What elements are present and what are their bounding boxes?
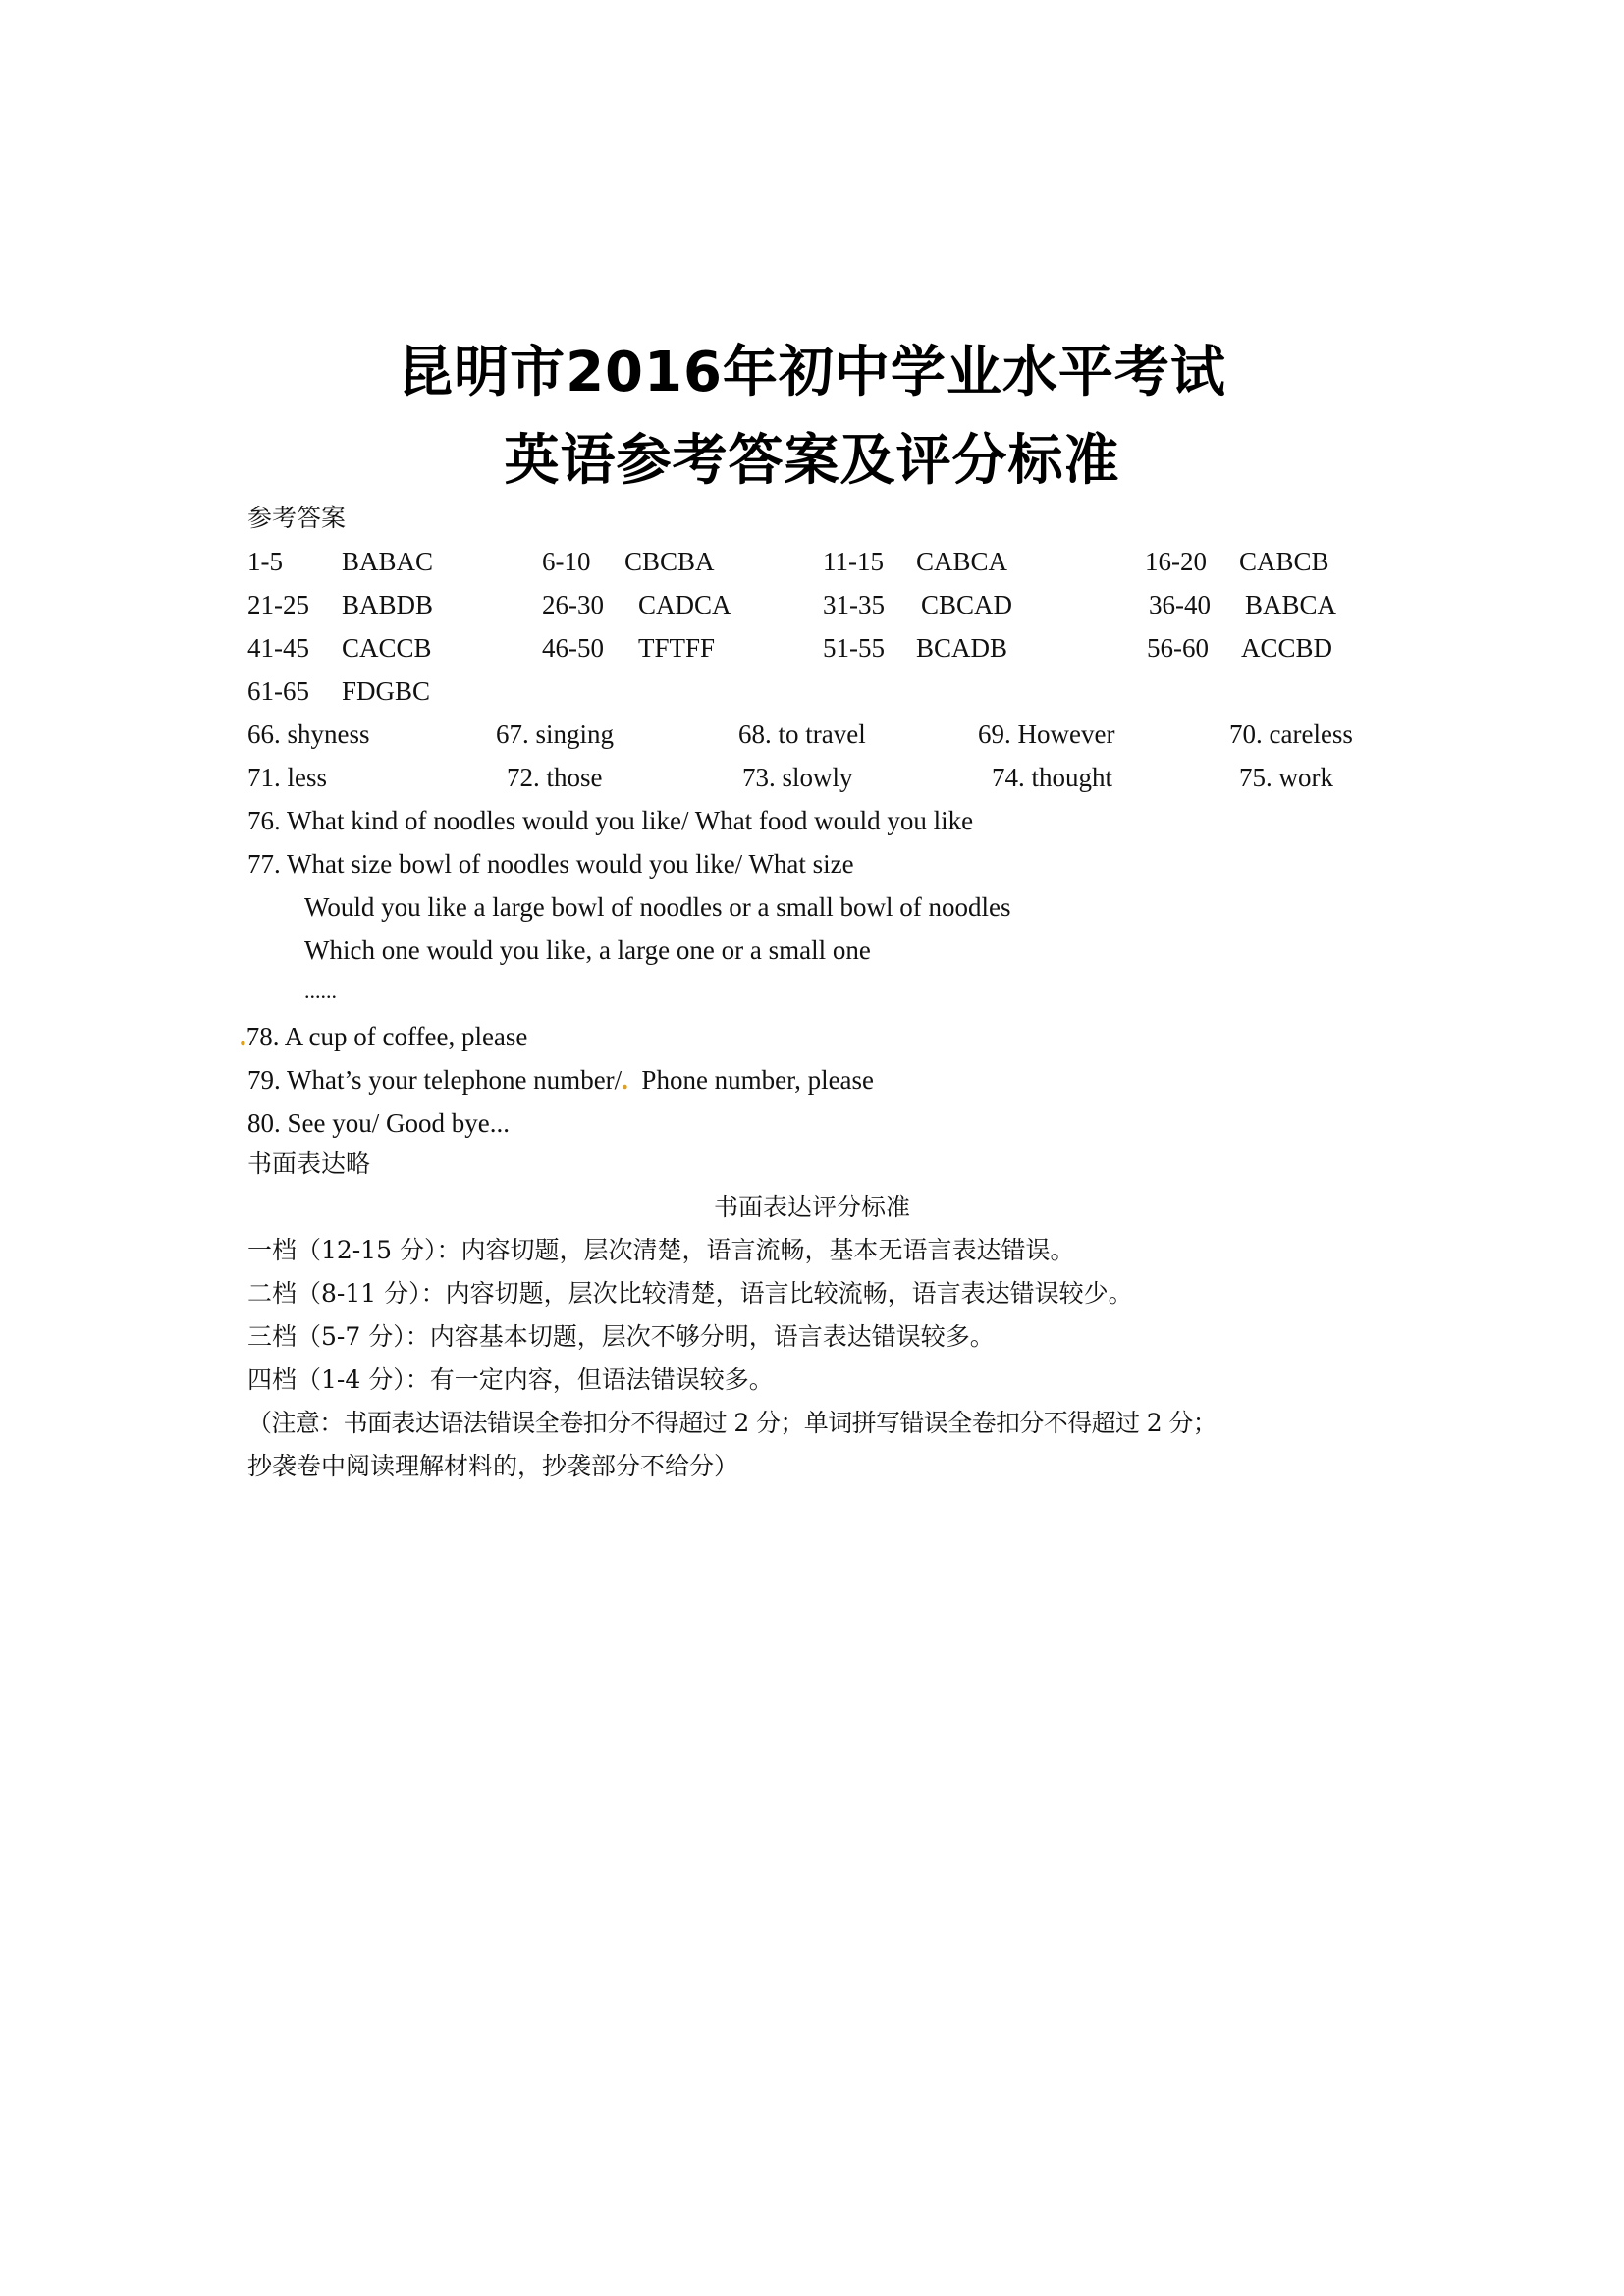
- question-range: 6-10: [542, 547, 591, 576]
- answer-77-ellipsis: ......: [304, 979, 337, 1003]
- grade-4-criteria: 四档（1-4 分）：有一定内容，但语法错误较多。: [247, 1365, 774, 1394]
- answer-79-text: 79. What’s your telephone number/: [247, 1065, 623, 1095]
- answer-77-alternative: Which one would you like, a large one or a small one: [304, 935, 871, 965]
- choice-row: [0, 675, 1624, 707]
- choice-row: [0, 546, 1624, 577]
- question-range: 51-55: [823, 633, 885, 663]
- word-answer: 70. careless: [1229, 720, 1353, 749]
- question-range: 41-45: [247, 633, 309, 663]
- question-range: 11-15: [823, 547, 884, 576]
- answer-letters: CBCBA: [624, 547, 715, 576]
- answer-letters: BABCA: [1245, 590, 1337, 619]
- highlight-mark: .: [622, 1065, 628, 1095]
- answer-78: [240, 1021, 527, 1052]
- document-title-line1: 昆明市2016年初中学业水平考试: [398, 341, 1226, 404]
- question-range: 31-35: [823, 590, 885, 619]
- writing-omitted-note: 书面表达略: [247, 1149, 371, 1178]
- answer-letters: BABDB: [342, 590, 434, 619]
- question-range: 46-50: [542, 633, 604, 663]
- word-answer: 72. those: [507, 763, 603, 792]
- word-answer: 71. less: [247, 763, 327, 792]
- answer-letters: BABAC: [342, 547, 434, 576]
- grade-3-criteria: 三档（5-7 分）：内容基本切题，层次不够分明，语言表达错误较多。: [247, 1322, 995, 1351]
- word-answer: 66. shyness: [247, 720, 370, 749]
- highlight-mark: .: [240, 1022, 246, 1051]
- answer-80: 80. See you/ Good bye...: [247, 1108, 510, 1138]
- answer-letters: TFTFF: [638, 633, 716, 663]
- answer-79-alt: Phone number, please: [627, 1065, 875, 1095]
- question-range: 1-5: [247, 547, 283, 576]
- scoring-note-line1: （注意：书面表达语法错误全卷扣分不得超过 2 分；单词拼写错误全卷扣分不得超过 2 分；: [247, 1409, 1218, 1437]
- question-range: 61-65: [247, 676, 309, 706]
- question-range: 56-60: [1147, 633, 1209, 663]
- answer-letters: CABCA: [916, 547, 1008, 576]
- word-answer: 69. However: [978, 720, 1115, 749]
- document-title-line2: 英语参考答案及评分标准: [504, 429, 1120, 493]
- word-row: [0, 762, 1624, 793]
- answer-letters: CACCB: [342, 633, 432, 663]
- answer-79: [247, 1064, 874, 1095]
- answer-76: 76. What kind of noodles would you like/ What food would you like: [247, 806, 974, 835]
- choice-row: [0, 589, 1624, 620]
- answer-letters: CABCB: [1239, 547, 1329, 576]
- word-answer: 74. thought: [992, 763, 1113, 792]
- answer-letters: BCADB: [916, 633, 1008, 663]
- question-range: 36-40: [1149, 590, 1211, 619]
- choice-row: [0, 632, 1624, 664]
- answer-77: 77. What size bowl of noodles would you like/ What size: [247, 849, 854, 879]
- grade-2-criteria: 二档（8-11 分）：内容切题，层次比较清楚，语言比较流畅，语言表达错误较少。: [247, 1279, 1133, 1308]
- answers-heading: 参考答案: [247, 504, 347, 532]
- question-range: 21-25: [247, 590, 309, 619]
- writing-standard-heading: 书面表达评分标准: [713, 1193, 910, 1221]
- word-answer: 73. slowly: [742, 763, 853, 792]
- question-range: 16-20: [1145, 547, 1207, 576]
- scoring-note-line2: 抄袭卷中阅读理解材料的，抄袭部分不给分）: [247, 1452, 739, 1480]
- grade-1-criteria: 一档（12-15 分）：内容切题，层次清楚，语言流畅，基本无语言表达错误。: [247, 1236, 1075, 1264]
- answer-letters: CBCAD: [921, 590, 1013, 619]
- word-answer: 75. work: [1239, 763, 1333, 792]
- word-answer: 68. to travel: [738, 720, 866, 749]
- answer-78-text: 78. A cup of coffee, please: [245, 1022, 528, 1051]
- question-range: 26-30: [542, 590, 604, 619]
- answer-letters: ACCBD: [1241, 633, 1333, 663]
- answer-77-alternative: Would you like a large bowl of noodles or a small bowl of noodles: [304, 892, 1011, 922]
- answer-letters: CADCA: [638, 590, 731, 619]
- answer-letters: FDGBC: [342, 676, 431, 706]
- word-row: [0, 719, 1624, 750]
- word-answer: 67. singing: [496, 720, 615, 749]
